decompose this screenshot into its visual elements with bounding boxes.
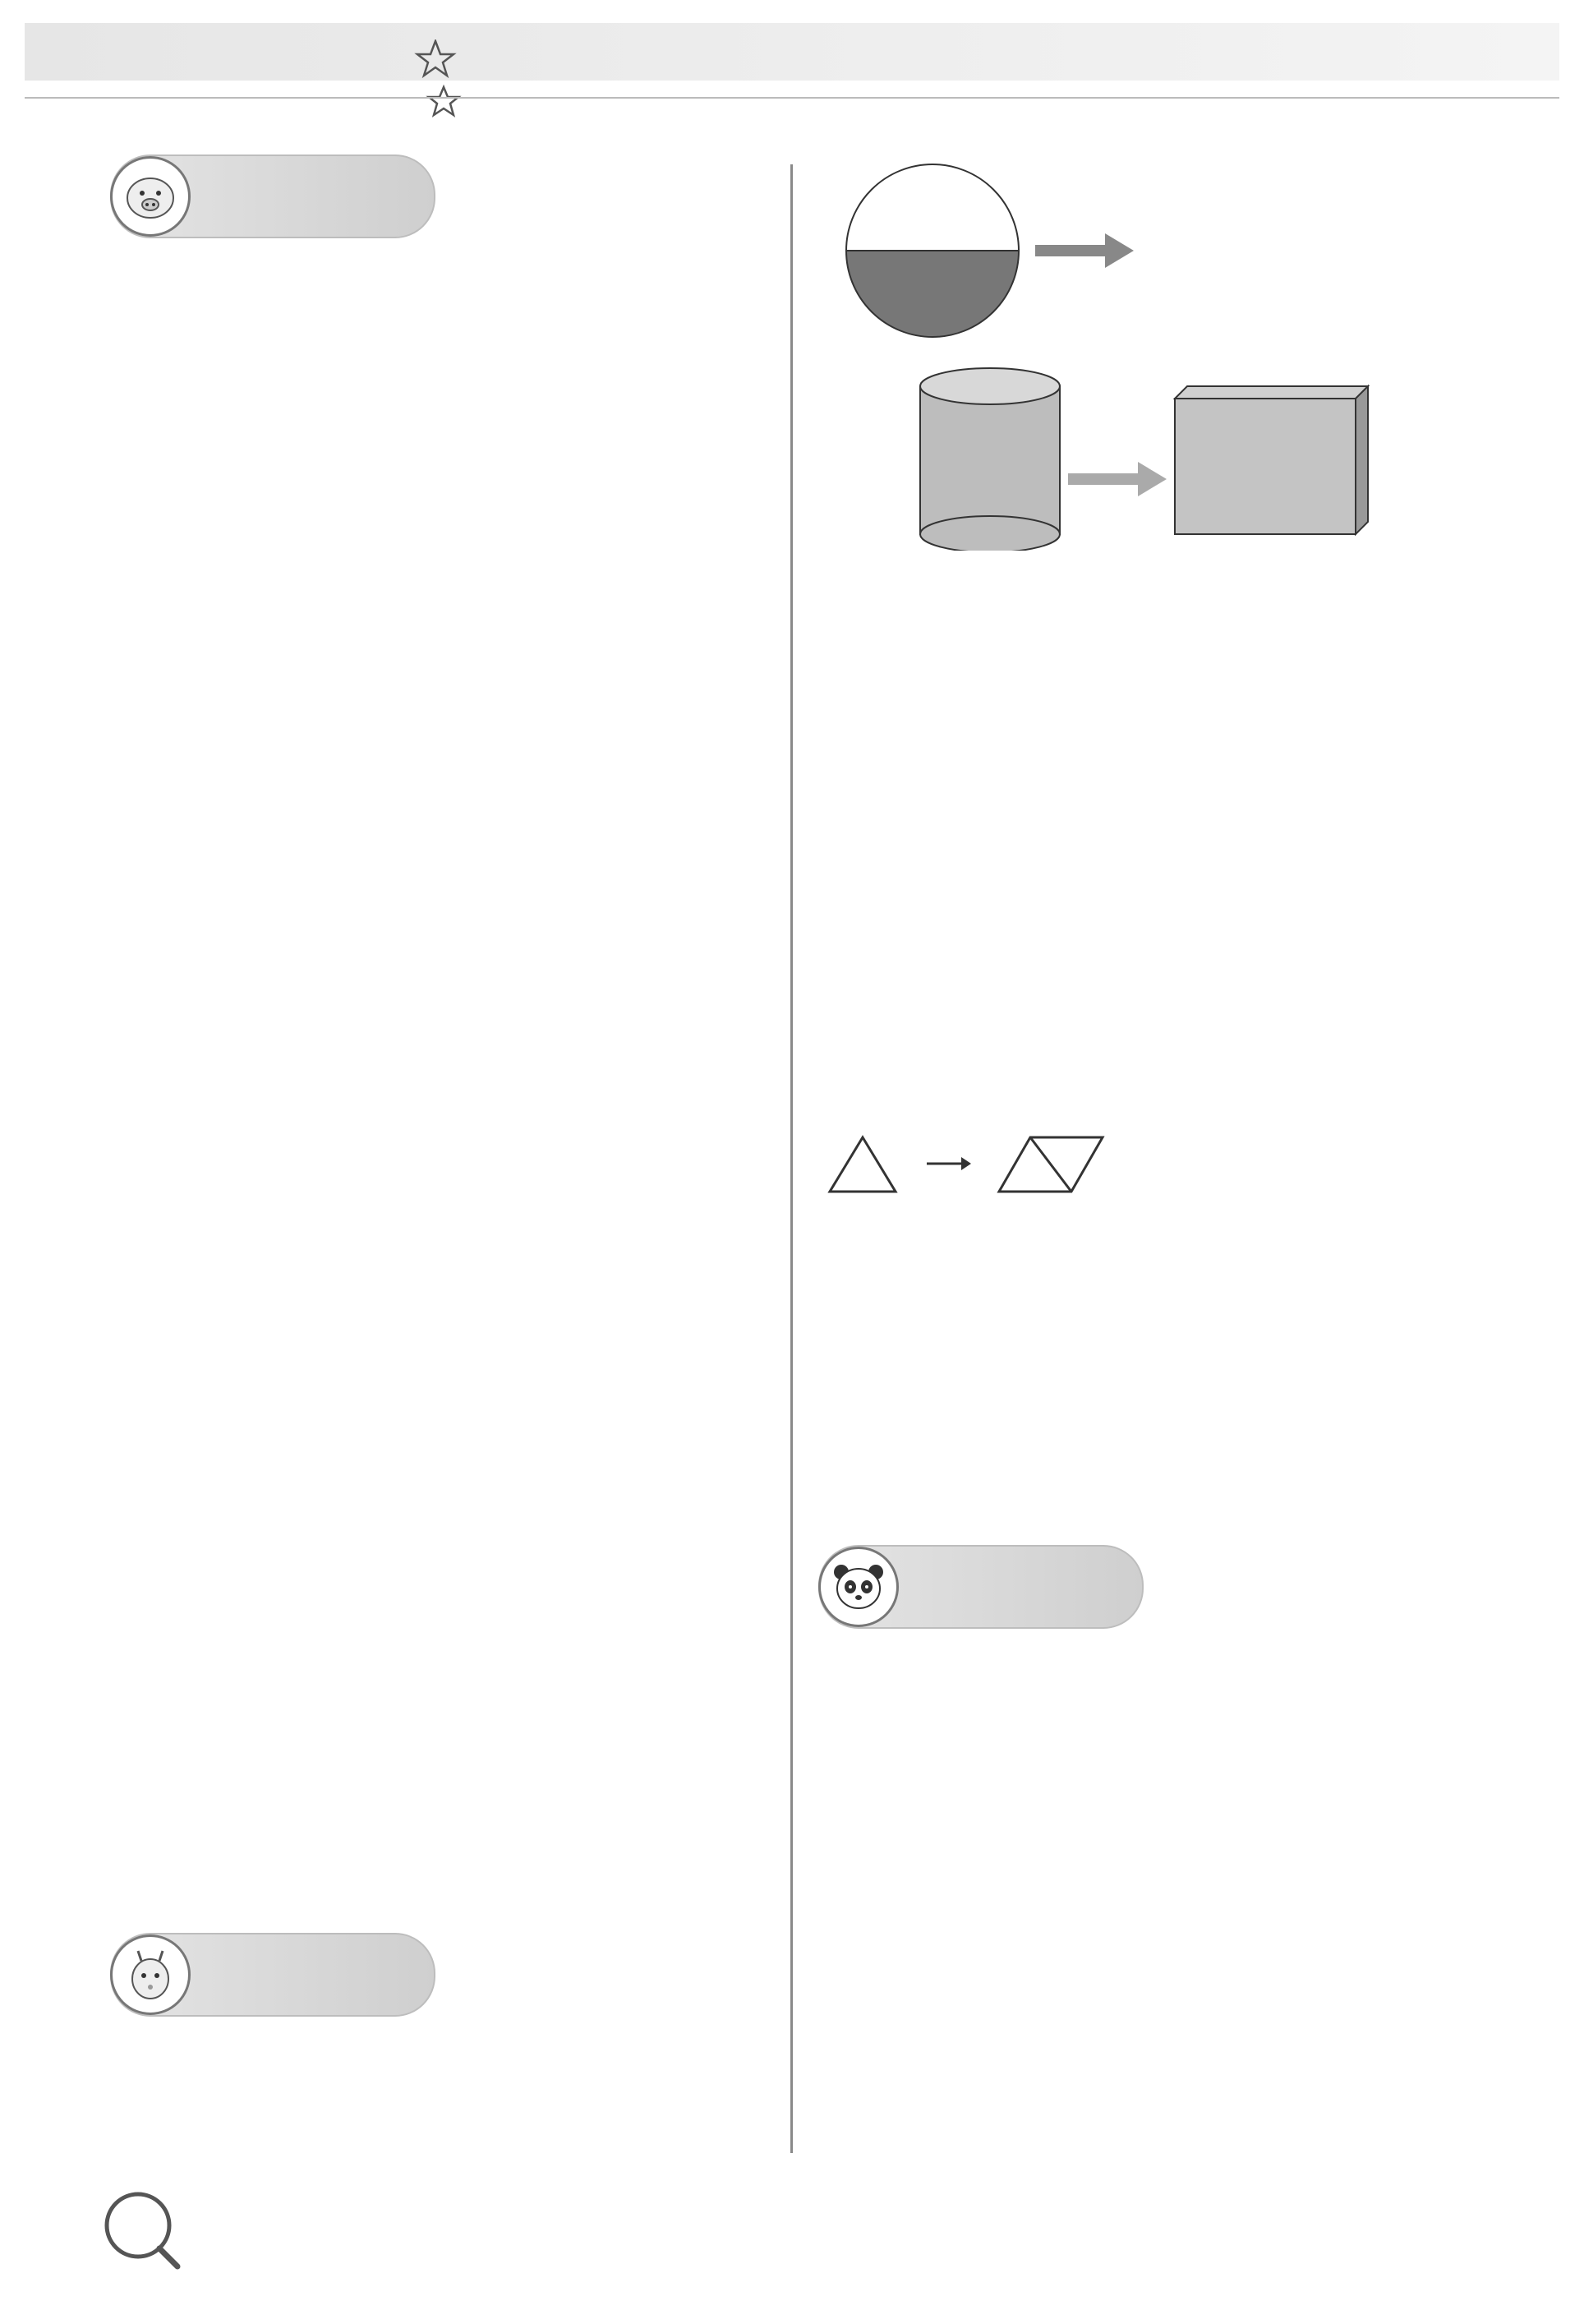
header-band [25, 23, 1559, 81]
arrow-right-icon [1068, 462, 1167, 496]
triangle-to-parallelogram-figure [822, 1132, 1117, 1198]
column-divider [790, 164, 793, 2153]
sector-circle-figure [846, 164, 1019, 337]
magnifier-page-icon [97, 2184, 187, 2275]
derivation-figures [830, 148, 1569, 551]
arrow-right-icon [961, 1157, 971, 1170]
pig-mascot-icon [110, 156, 191, 237]
cylinder-figure [920, 368, 1060, 551]
star-decoration-icon [411, 39, 468, 130]
panda-mascot-icon [818, 1547, 899, 1627]
rearranged-cuboid-figure [1175, 386, 1368, 534]
triangle-shape [830, 1137, 896, 1192]
giraffe-mascot-icon [110, 1934, 191, 2015]
arrow-right-icon [1035, 233, 1134, 268]
header-rule [25, 97, 1559, 99]
